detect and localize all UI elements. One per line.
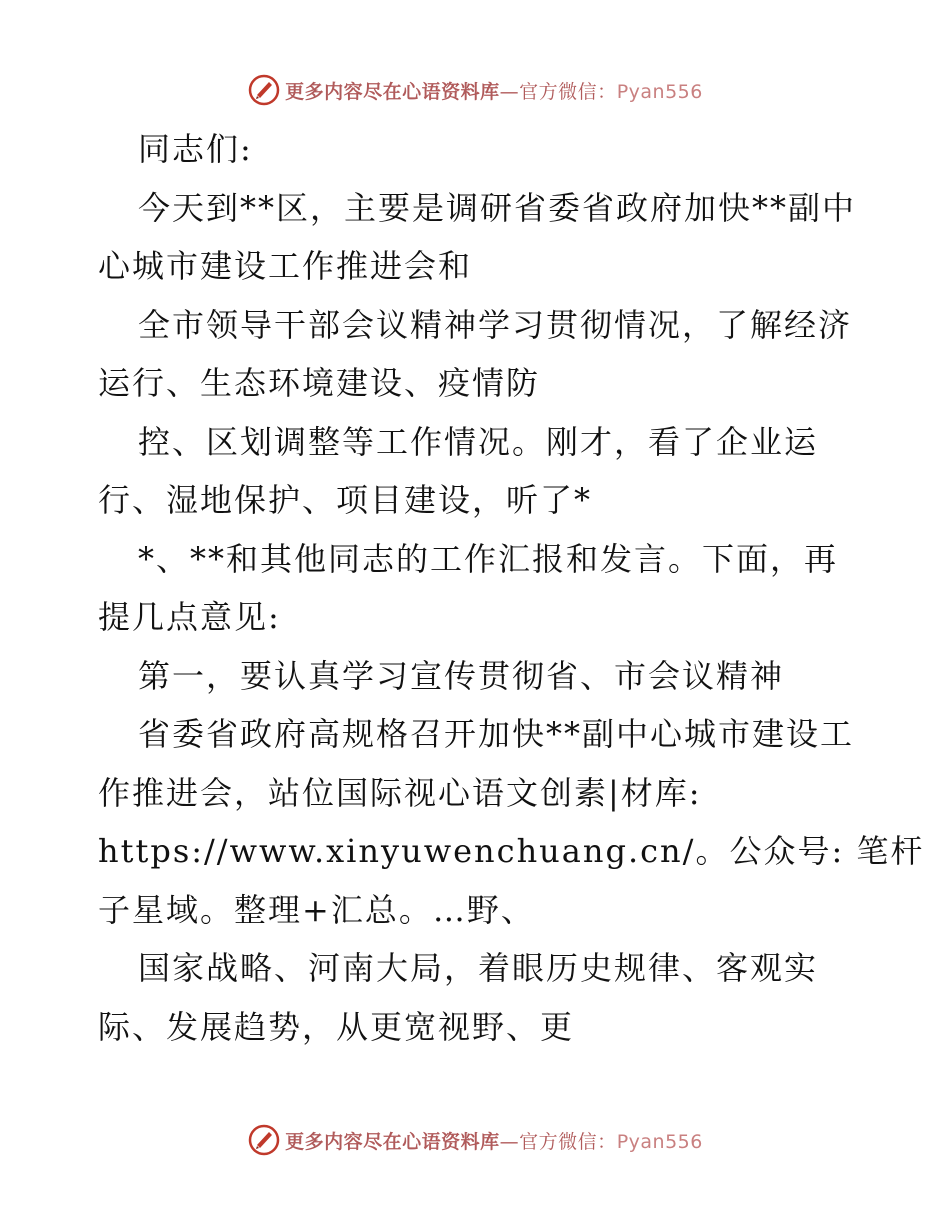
document-body [98, 120, 925, 1056]
text-line: 全市领导干部会议精神学习贯彻情况，了解经济 [138, 305, 853, 344]
text-line: 提几点意见: [98, 598, 281, 636]
text-line: 今天到**区，主要是调研省委省政府加快**副中 [138, 188, 857, 227]
watermark-label: 官方微信： [519, 1130, 617, 1153]
watermark-text [285, 77, 703, 104]
watermark-main: 更多内容尽在心语资料库 [285, 80, 500, 103]
text-line: 心城市建设工作推进会和 [98, 247, 473, 285]
text-line: 运行、生态环境建设、疫情防 [98, 364, 541, 402]
logo-icon [247, 1123, 281, 1157]
watermark-main: 更多内容尽在心语资料库 [285, 1130, 500, 1153]
footer-watermark [0, 1120, 950, 1160]
text-line: 同志们: [138, 130, 253, 168]
watermark-text [285, 1127, 703, 1154]
text-line: https://www.xinyuwenchuang.cn/。公众号: 笔杆 [98, 832, 925, 870]
watermark-label: 官方微信： [519, 80, 617, 103]
text-line: 作推进会，站位国际视心语文创素|材库: [98, 773, 702, 812]
text-line: 行、湿地保护、项目建设，听了* [98, 481, 593, 519]
header-watermark [0, 70, 950, 110]
text-line: 第一，要认真学习宣传贯彻省、市会议精神 [138, 656, 785, 695]
watermark-id: Pyan556 [616, 1130, 703, 1153]
text-line: 控、区划调整等工作情况。刚才，看了企业运 [138, 422, 819, 461]
text-line: 省委省政府高规格召开加快**副中心城市建设工 [138, 715, 855, 753]
text-line: *、**和其他同志的工作汇报和发言。下面，再 [138, 539, 839, 578]
text-line: 子星域。整理+汇总。…野、 [98, 890, 535, 929]
logo-icon [247, 73, 281, 107]
watermark-id: Pyan556 [616, 80, 703, 103]
text-line: 际、发展趋势，从更宽视野、更 [98, 1007, 575, 1046]
watermark-separator: — [499, 80, 520, 103]
text-line: 国家战略、河南大局，着眼历史规律、客观实 [138, 949, 819, 987]
watermark-separator: — [499, 1130, 520, 1153]
